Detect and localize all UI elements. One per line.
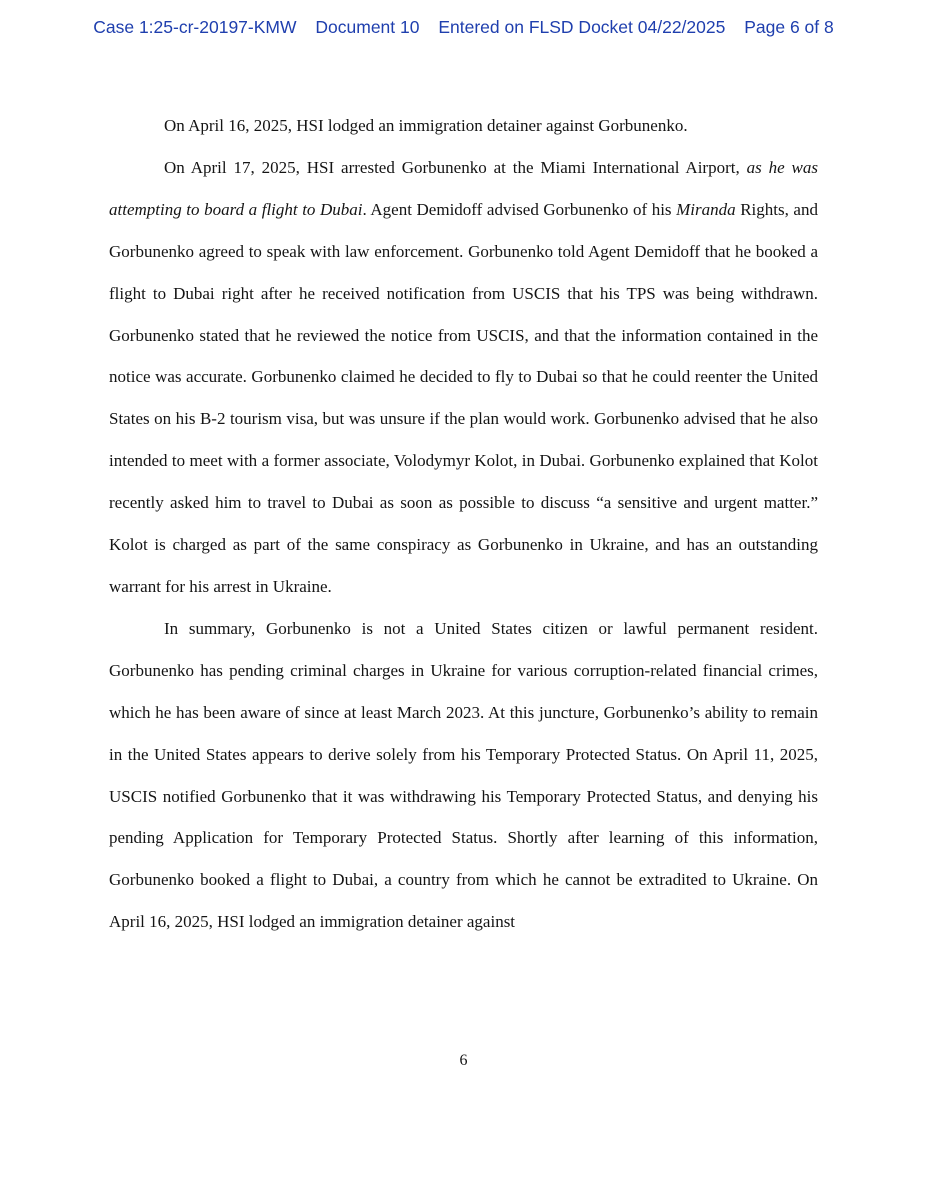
paragraph-arrest-text-a: On April 17, 2025, HSI arrested Gorbunenko at the Miami International Airport, (164, 157, 747, 177)
ecf-docket-header (0, 17, 927, 38)
paragraph-arrest (109, 147, 818, 608)
document-body (109, 105, 818, 943)
paragraph-arrest-italic-boarding: as he was attempting to board a flight to Dubai (109, 157, 818, 219)
page-of-total: Page 6 of 8 (744, 17, 834, 37)
paragraph-summary: In summary, Gorbunenko is not a United States citizen or lawful permanent resident. Gorbunenko has pending criminal charges in Ukraine for various corruption-related financial crimes, which he has been aware of since at least March 2023. At this juncture, Gorbunenko’s ability to remain in the United States appears to derive solely from his Temporary Protected Status. On April 11, 2025, USCIS notified Gorbunenko that it was withdrawing his Temporary Protected Status, and denying his pending Application for Temporary Protected Status. Shortly after learning of this information, Gorbunenko booked a flight to Dubai, a country from which he cannot be extradited to Ukraine. On April 16, 2025, HSI lodged an immigration detainer against (109, 618, 818, 932)
paragraph-detainer: On April 16, 2025, HSI lodged an immigration detainer against Gorbunenko. (164, 116, 688, 135)
paragraph-arrest-italic-miranda: Miranda (676, 199, 736, 219)
paragraph-arrest-text-e: Rights, and Gorbunenko agreed to speak with law enforcement. Gorbunenko told Agent Demidoff that he booked a flight to Dubai right after he received notification from USCIS that his TPS was being withdrawn. Gorbunenko stated that he reviewed the notice from USCIS, and that the information contained in the notice was accurate. Gorbunenko claimed he decided to fly to Dubai so that he could reenter the United States on his B-2 tourism visa, but was unsure if the plan would work. Gorbunenko advised that he also intended to meet with a former associate, Volodymyr Kolot, in Dubai. Gorbunenko explained that Kolot recently asked him to travel to Dubai as soon as possible to discuss “a sensitive and urgent matter.” Kolot is charged as part of the same conspiracy as Gorbunenko in Ukraine, and has an outstanding warrant for his arrest in Ukraine. (109, 199, 818, 596)
docket-entry-date: Entered on FLSD Docket 04/22/2025 (438, 17, 726, 37)
case-number: Case 1:25-cr-20197-KMW (93, 17, 297, 37)
document-number: Document 10 (315, 17, 420, 37)
page-number: 6 (459, 1052, 468, 1069)
paragraph-arrest-text-c: . Agent Demidoff advised Gorbunenko of his (362, 199, 677, 219)
